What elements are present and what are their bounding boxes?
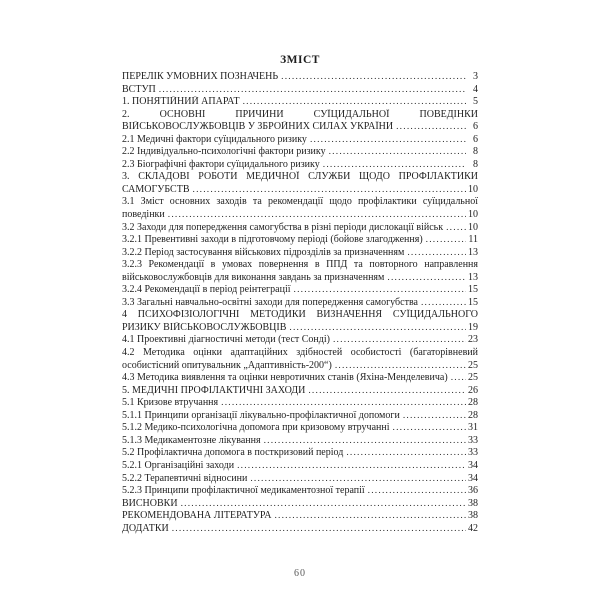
- dot-leader: [294, 284, 467, 297]
- toc-entry-page: 26: [468, 384, 478, 396]
- dot-leader: [333, 334, 466, 347]
- toc-entry-text: САМОГУБСТВ: [122, 183, 190, 195]
- toc-entry: [122, 196, 478, 221]
- toc-entry-line: [122, 322, 478, 335]
- dot-leader: [181, 498, 466, 511]
- toc-entry: [122, 84, 478, 97]
- toc-entry-line: [122, 460, 478, 473]
- toc-entry-page: 3: [473, 71, 478, 82]
- toc-entry-text: 2.3 Біографічні фактори суїцидального ризику: [122, 158, 320, 170]
- toc-entry-text: 5.2.1 Організаційні заходи: [122, 459, 235, 471]
- toc-entry: [122, 385, 478, 398]
- toc-entry-line: [122, 397, 478, 410]
- toc-entry-line: [122, 184, 478, 197]
- toc-entry-line: [122, 385, 478, 398]
- toc-entry-page: 8: [473, 158, 478, 170]
- toc-entry-page: 36: [468, 485, 478, 497]
- toc-entry-page: 34: [468, 459, 478, 471]
- toc-entry-text: ДОДАТКИ: [122, 522, 169, 534]
- toc-entry: [122, 523, 478, 536]
- dot-leader: [323, 159, 466, 172]
- dot-leader: [172, 523, 466, 536]
- dot-leader: [446, 222, 466, 235]
- toc-entry: [122, 447, 478, 460]
- toc-entry-page: 13: [468, 246, 478, 258]
- toc-entry-page: 11: [468, 234, 478, 246]
- dot-leader: [237, 460, 466, 473]
- dot-leader: [308, 385, 466, 398]
- toc-entry-line: [122, 485, 478, 498]
- toc-entry: [122, 372, 478, 385]
- toc-entry: [122, 397, 478, 410]
- toc-entry-text: 3.1 Зміст основних заходів та рекомендації щодо профілактики суїцидальної: [122, 196, 478, 208]
- dot-leader: [421, 297, 466, 310]
- toc-entry-page: 25: [468, 359, 478, 371]
- toc-entry-line: [122, 234, 478, 247]
- toc-entry: [122, 510, 478, 523]
- toc-entry-line: [122, 247, 478, 260]
- toc-entry: [122, 334, 478, 347]
- dot-leader: [221, 397, 466, 410]
- dot-leader: [403, 410, 466, 423]
- toc-entry-text: 3. СКЛАДОВІ РОБОТИ МЕДИЧНОЇ СЛУЖБИ ЩОДО ПРОФІЛАКТИКИ: [122, 171, 478, 183]
- toc-entry-page: 28: [468, 409, 478, 421]
- toc-entry-text: 5.2.3 Принципи профілактичної медикаментозної терапії: [122, 485, 365, 497]
- toc-entry-page: 6: [473, 133, 478, 145]
- toc-entry-line: [122, 447, 478, 460]
- dot-leader: [426, 234, 466, 247]
- dot-leader: [289, 322, 466, 335]
- toc-entry: [122, 422, 478, 435]
- toc-entry-text: 2.1 Медичні фактори суїцидального ризику: [122, 133, 307, 145]
- toc-entry-page: 33: [468, 434, 478, 446]
- dot-leader: [250, 473, 466, 486]
- toc-entry-page: 10: [468, 183, 478, 195]
- toc-entry-text: 4.3 Методика виявлення та оцінки невротичних станів (Яхіна-Менделевича): [122, 372, 448, 384]
- toc-entry: [122, 222, 478, 235]
- toc-entry-text: 2. ОСНОВНІ ПРИЧИНИ СУЇЦИДАЛЬНОЇ ПОВЕДІНКИ: [122, 108, 478, 120]
- toc-entry-text: РИЗИКУ ВІЙСЬКОВОСЛУЖБОВЦІВ: [122, 321, 287, 333]
- dot-leader: [396, 121, 466, 134]
- toc-entry: [122, 347, 478, 372]
- toc-entry-line: [122, 523, 478, 536]
- toc-entry-text: 3.3 Загальні навчально-освітні заходи для попередження самогубства: [122, 296, 418, 308]
- toc-entry-text: 3.2 Заходи для попередження самогубства в різні періоди дислокації військ: [122, 221, 444, 233]
- toc-entry-line: [122, 284, 478, 297]
- toc-entry-text: 3.2.4 Рекомендації в період реінтеграції: [122, 284, 291, 296]
- toc-entry: [122, 485, 478, 498]
- toc-entry-text: 4.1 Проективні діагностичні методи (тест Сонді): [122, 334, 330, 346]
- toc-entry-line: [122, 222, 478, 235]
- toc-entry-line: [122, 372, 478, 385]
- toc-entry: [122, 134, 478, 147]
- toc-entry-page: 10: [468, 221, 478, 233]
- toc-entry-text: 5.1 Кризове втручання: [122, 397, 219, 409]
- toc-entry-text: особистісний опитувальник „Адаптивність-200“): [122, 359, 332, 371]
- toc-entry-page: 33: [468, 447, 478, 459]
- toc-entry-page: 15: [468, 296, 478, 308]
- toc-entry: [122, 473, 478, 486]
- toc-entry-line: [122, 272, 478, 285]
- toc-entry-page: 31: [468, 422, 478, 434]
- toc-entry-page: 8: [473, 146, 478, 158]
- toc-entry-text: 5.1.1 Принципи організації лікувально-профілактичної допомоги: [122, 409, 400, 421]
- toc-entry-line: [122, 360, 478, 373]
- toc-entry-line: [122, 422, 478, 435]
- dot-leader: [243, 96, 466, 109]
- footer-page-number: 60: [294, 568, 306, 579]
- toc-entry-line: [122, 473, 478, 486]
- toc-entry-text: ВСТУП: [122, 83, 156, 95]
- toc-entry: [122, 234, 478, 247]
- toc-entry: [122, 309, 478, 334]
- dot-leader: [329, 146, 466, 159]
- dot-leader: [159, 84, 466, 97]
- dot-leader: [335, 360, 466, 373]
- toc-entry: [122, 284, 478, 297]
- toc-entry-line: [122, 134, 478, 147]
- toc-entry: [122, 460, 478, 473]
- toc-entry-page: 19: [468, 321, 478, 333]
- toc-entry-page: 10: [468, 209, 478, 221]
- toc-entry-text: 5.2.2 Терапевтичні відносини: [122, 472, 248, 484]
- toc-entry-line: [122, 146, 478, 159]
- toc-entry-page: 6: [473, 121, 478, 133]
- page-title: ЗМІСТ: [280, 54, 320, 66]
- toc-entry: [122, 410, 478, 423]
- toc-entry: [122, 171, 478, 196]
- dot-leader: [407, 247, 466, 260]
- toc-entry-text: 5. МЕДИЧНІ ПРОФІЛАКТИЧНІ ЗАХОДИ: [122, 384, 306, 396]
- toc-entry-line: [122, 209, 478, 222]
- dot-leader: [168, 209, 466, 222]
- toc-entry-line: [122, 510, 478, 523]
- toc-entry-line: [122, 435, 478, 448]
- toc-entry-text: ВИСНОВКИ: [122, 497, 178, 509]
- toc-entry: [122, 297, 478, 310]
- toc-entry-text: РЕКОМЕНДОВАНА ЛІТЕРАТУРА: [122, 510, 272, 522]
- toc-entry-line: [122, 159, 478, 172]
- toc-entry-page: 25: [468, 372, 478, 384]
- toc-entry-page: 13: [468, 271, 478, 283]
- toc-entry-text: 3.2.3 Рекомендації в умовах повернення в ППД та повторного направлення: [122, 259, 478, 271]
- toc-entry-text: 5.2 Профілактична допомога в посткризовий період: [122, 447, 344, 459]
- toc-entry-line: [122, 410, 478, 423]
- toc-entry: [122, 247, 478, 260]
- toc-entry: [122, 109, 478, 134]
- toc-entry-line: [122, 84, 478, 97]
- toc-entry-page: 5: [473, 96, 478, 108]
- dot-leader: [393, 422, 467, 435]
- dot-leader: [193, 184, 467, 197]
- toc-entry: [122, 435, 478, 448]
- toc-entry-text: військовослужбовців для виконання завдань за призначенням: [122, 271, 385, 283]
- toc-entry-line: [122, 71, 478, 84]
- dot-leader: [451, 372, 466, 385]
- dot-leader: [310, 134, 466, 147]
- toc-entry-page: 4: [473, 83, 478, 95]
- toc-entry-text: 4.2 Методика оцінки адаптаційних здібностей особистості (багаторівневий: [122, 347, 478, 359]
- toc-entry-page: 23: [468, 334, 478, 346]
- table-of-contents: [122, 54, 478, 535]
- toc-entry: [122, 146, 478, 159]
- toc-entry-line: [122, 498, 478, 511]
- toc-entry-text: ВІЙСЬКОВОСЛУЖБОВЦІВ У ЗБРОЙНИХ СИЛАХ УКРАЇНИ: [122, 121, 394, 133]
- toc-entry: [122, 259, 478, 284]
- toc-entry: [122, 71, 478, 84]
- dot-leader: [264, 435, 466, 448]
- toc-entry-line: [122, 297, 478, 310]
- dot-leader: [368, 485, 466, 498]
- toc-entry-page: 42: [468, 522, 478, 534]
- toc-entry-text: 2.2 Індивідуально-психологічні фактори ризику: [122, 146, 326, 158]
- toc-entry-page: 15: [468, 284, 478, 296]
- toc-entry: [122, 96, 478, 109]
- toc-entry-text: 4 ПСИХОФІЗІОЛОГІЧНІ МЕТОДИКИ ВИЗНАЧЕННЯ СУЇЦИДАЛЬНОГО: [122, 309, 478, 321]
- toc-entry-line: [122, 96, 478, 109]
- dot-leader: [281, 71, 466, 84]
- toc-entry: [122, 159, 478, 172]
- toc-entry-page: 38: [468, 510, 478, 522]
- toc-entry-page: 28: [468, 397, 478, 409]
- toc-entry-line: [122, 334, 478, 347]
- toc-entry-text: 5.1.2 Медико-психологічна допомога при кризовому втручанні: [122, 422, 390, 434]
- toc-entry-text: поведінки: [122, 209, 165, 221]
- toc-entry-text: 3.2.2 Період застосування військових підрозділів за призначенням: [122, 246, 405, 258]
- toc-entry-page: 34: [468, 472, 478, 484]
- toc-entry-text: ПЕРЕЛІК УМОВНИХ ПОЗНАЧЕНЬ: [122, 71, 279, 82]
- dot-leader: [346, 447, 466, 460]
- toc-entry: [122, 498, 478, 511]
- dot-leader: [387, 272, 466, 285]
- toc-entry-line: [122, 121, 478, 134]
- dot-leader: [274, 510, 466, 523]
- toc-entry-page: 38: [468, 497, 478, 509]
- toc-list: [122, 71, 478, 535]
- toc-entry-text: 5.1.3 Медикаментозне лікування: [122, 434, 261, 446]
- toc-entry-text: 3.2.1 Превентивні заходи в підготовчому періоді (бойове злагодження): [122, 234, 423, 246]
- toc-entry-text: 1. ПОНЯТІЙНИЙ АПАРАТ: [122, 96, 240, 108]
